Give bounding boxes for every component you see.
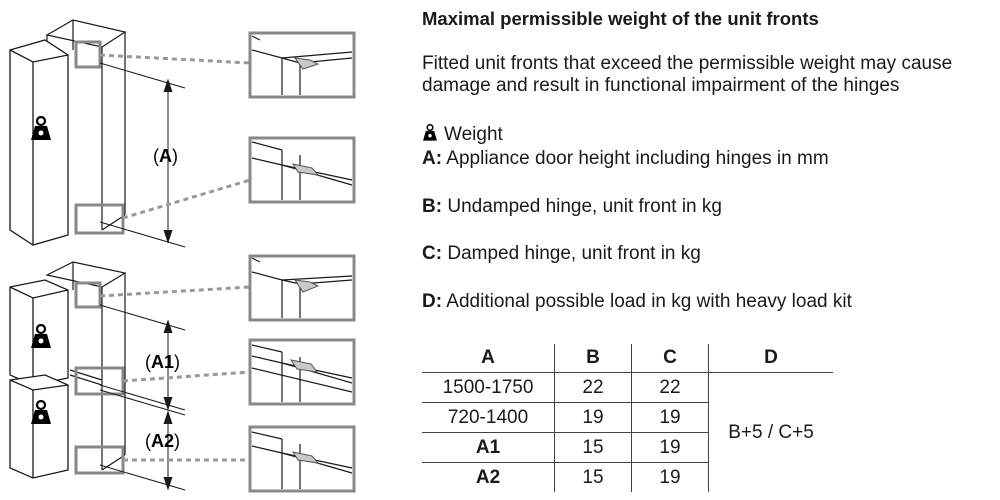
legend-d-key: D:	[422, 291, 443, 312]
legend-d-text: Additional possible load in kg with heavy load kit	[446, 291, 852, 312]
column-header-a: A	[422, 344, 555, 373]
column-header-d: D	[709, 344, 834, 373]
table-cell: 19	[632, 463, 709, 493]
table-cell: 15	[555, 463, 632, 493]
detail-frame-bottom	[76, 205, 123, 233]
table-cell: A1	[422, 433, 555, 463]
svg-text:(A): (A)	[153, 146, 178, 166]
detail-box-3	[250, 256, 354, 320]
legend-d	[422, 291, 852, 313]
legend-a-key: A:	[422, 148, 443, 169]
table-row	[422, 373, 833, 403]
column-header-b: B	[555, 344, 632, 373]
legend-c-text: Damped hinge, unit front in kg	[447, 243, 701, 264]
legend-c-key: C:	[422, 243, 443, 264]
legend-c	[422, 243, 701, 265]
dimension-label-a: A	[159, 146, 172, 166]
table-cell: 22	[632, 373, 709, 403]
detail-box-5	[250, 427, 354, 491]
svg-text:(A1): (A1)	[145, 352, 181, 372]
detail-box-2	[250, 138, 354, 202]
svg-text:(A2): (A2)	[145, 431, 181, 451]
legend-a	[422, 148, 829, 170]
table-cell: 19	[632, 403, 709, 433]
intro-paragraph: Fitted unit fronts that exceed the permissible weight may cause damage and result in functional impairment of the hinges	[422, 53, 953, 96]
top-unit-front	[10, 40, 68, 245]
legend-weight	[422, 124, 503, 146]
detail-frame-3	[76, 283, 100, 307]
table-cell: 19	[632, 433, 709, 463]
detail-box-4	[250, 340, 354, 404]
hinge-illustration	[0, 0, 400, 500]
weight-table	[422, 344, 833, 492]
detail-box-1	[250, 33, 354, 97]
legend-b-text: Undamped hinge, unit front in kg	[447, 196, 722, 217]
legend-b-key: B:	[422, 196, 443, 217]
table-cell: 1500-1750	[422, 373, 555, 403]
table-cell: 22	[555, 373, 632, 403]
table-cell: 15	[555, 433, 632, 463]
bottom-unit-front-lower	[10, 375, 68, 478]
legend-weight-text: Weight	[444, 124, 503, 145]
table-cell-d: B+5 / C+5	[709, 373, 834, 493]
detail-frame-5	[76, 447, 123, 473]
section-heading: Maximal permissible weight of the unit fronts	[422, 8, 819, 29]
column-header-c: C	[632, 344, 709, 373]
table-cell: A2	[475, 466, 501, 488]
weight-icon	[422, 124, 438, 142]
dimension-label-a1: A1	[151, 352, 175, 372]
legend-b	[422, 196, 722, 218]
dimension-label-a2: A2	[151, 431, 175, 451]
table-cell: 720-1400	[422, 403, 555, 433]
table-cell: 19	[555, 403, 632, 433]
legend-a-text: Appliance door height including hinges in mm	[446, 148, 829, 169]
